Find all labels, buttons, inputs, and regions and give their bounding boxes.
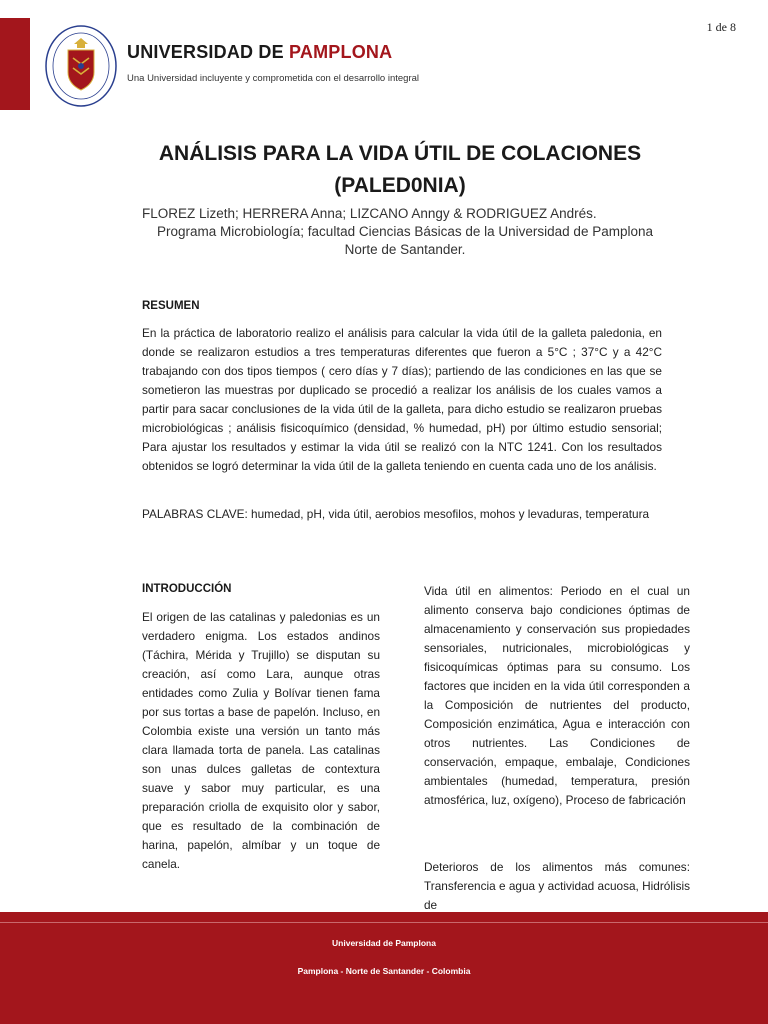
vida-util-paragraph: Vida útil en alimentos: Periodo en el cual un alimento conserva bajo condiciones óptimas de almacenamiento y conservación sus propiedades sensoriales, nutricionales, microbiológicas y fisicoquímicas óptimas para su consumo. Los factores que inciden en la vida útil corresponden a la Composición de nutrientes del producto, Composición enzimática, Agua e interacción con otros nutrientes. Las Condiciones de conservación, empaque, embalaje, Condiciones ambientales (humedad, temperatura, presión atmosférica, luz, oxígeno), Proceso de fabricación <box>424 584 690 807</box>
introduccion-paragraph: El origen de las catalinas y paledonias es un verdadero enigma. Los estados andinos (Táchira, Mérida y Trujillo) se disputan su creación, así como Lara, aunque otras entidades como Zulia y Bolívar tienen fama por sus tortas a base de papelón. Incluso, en Colombia existe una versión un tanto más clara llamada torta de panela. Las catalinas son unas dulces galletas de contextura suave y sabor muy particular, es una preparación criolla de exquisito olor y sabor, que es resultado de la combinación de harina, papelón, almíbar y un toque de canela. <box>142 610 380 871</box>
page-footer <box>0 912 768 1024</box>
keywords-paragraph: PALABRAS CLAVE: humedad, pH, vida útil, aerobios mesofilos, mohos y levaduras, temperatura <box>142 507 650 521</box>
page-number: 1 de 8 <box>706 20 736 34</box>
resumen-heading: RESUMEN <box>142 300 200 312</box>
university-tagline: Una Universidad incluyente y comprometida con el desarrollo integral <box>127 73 420 84</box>
introduccion-heading: INTRODUCCIÓN <box>142 583 232 595</box>
document-title: ANÁLISIS PARA LA VIDA ÚTIL DE COLACIONES (PALED0NIA) <box>158 142 642 197</box>
header-red-bar <box>0 18 30 110</box>
document-program: Programa Microbiología; facultad Ciencias Básicas de la Universidad de Pamplona Norte de Santander. <box>156 224 653 257</box>
footer-divider <box>0 922 768 923</box>
footer-university: Universidad de Pamplona <box>332 938 436 948</box>
footer-location: Pamplona - Norte de Santander - Colombia <box>297 966 471 976</box>
university-seal-logo <box>44 24 118 108</box>
document-authors: FLOREZ Lizeth; HERRERA Anna; LIZCANO Anngy & RODRIGUEZ Andrés. <box>142 206 597 221</box>
resumen-paragraph: En la práctica de laboratorio realizo el análisis para calcular la vida útil de la galleta paledonia, en donde se realizaron estudios a tres temperaturas diferentes que fueron a 5°C ; 37°C y a 42°C trabajando con dos tipos tiempos ( cero días y 7 días); partiendo de las condiciones en las que se sometieron las muestras por duplicado se procedió a realizar los análisis de los cuales vamos a partir para sacar conclusiones de la vida útil de la galleta, para dicho estudio se realizaron pruebas microbiológicas ; análisis fisicoquímico (densidad, % humedad, pH) por último estudio sensorial; Para ajustar los resultados y estimar la vida útil se realizó con la NTC 1241. Con los resultados obtenidos se logró determinar la vida útil de la galleta teniendo en cuenta cada uno de los análisis. <box>142 326 662 473</box>
university-name: UNIVERSIDAD DE PAMPLONA <box>127 42 393 62</box>
deterioros-paragraph: Deterioros de los alimentos más comunes: Transferencia e agua y actividad acuosa, Hidrólisis de <box>424 860 690 912</box>
